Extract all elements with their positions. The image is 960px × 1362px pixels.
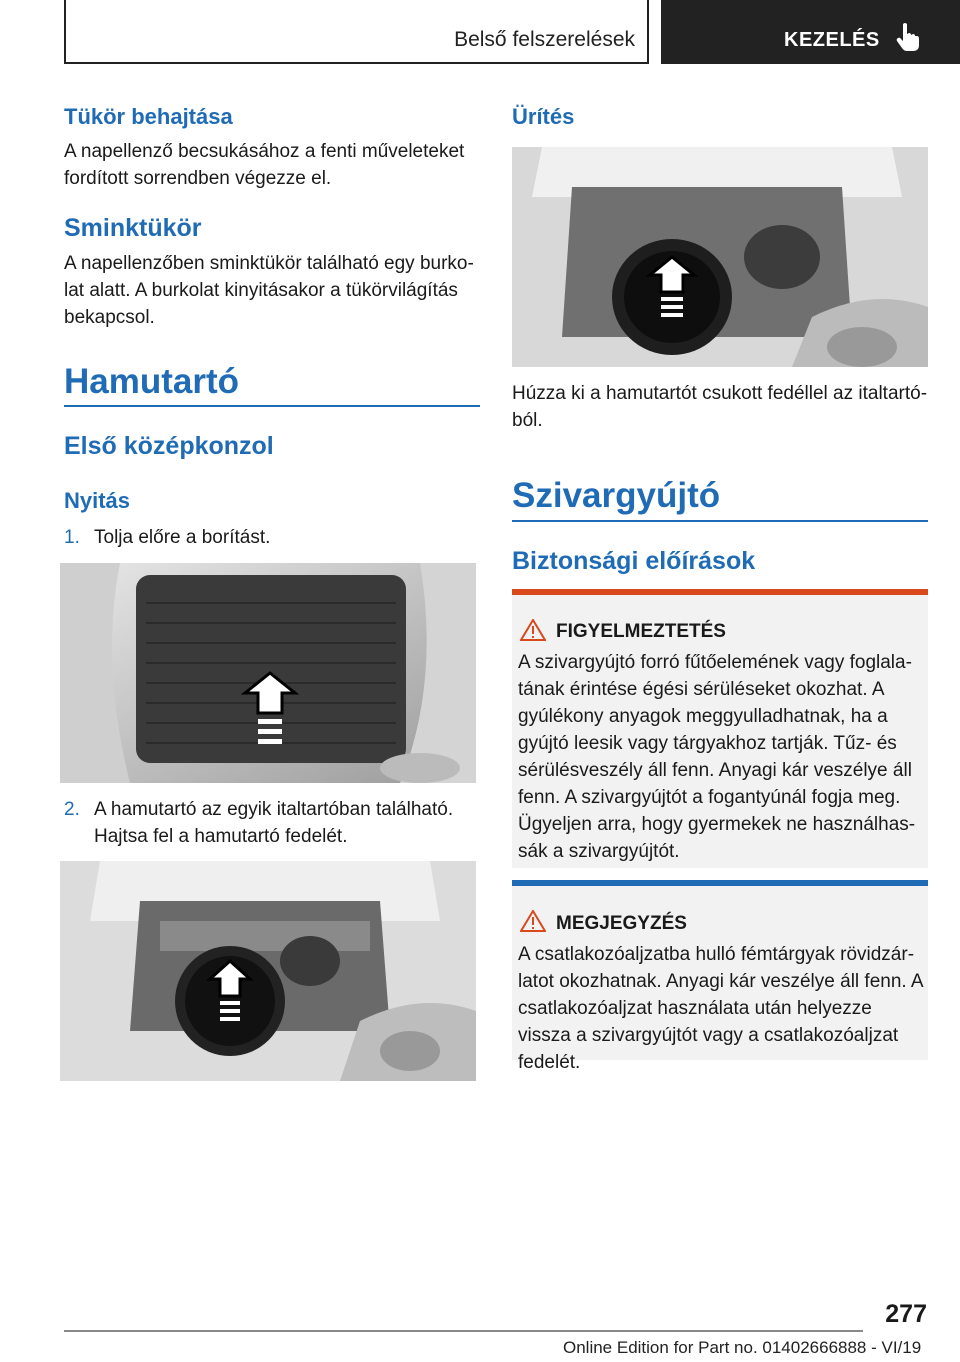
step-2-text: A hamutartó az egyik italtartóban található. Hajtsa fel a hamutartó fedelét. [94, 799, 454, 847]
hand-pointer-icon [895, 22, 921, 52]
heading-safety: Biztonsági előírások [512, 547, 756, 575]
step-2-number: 2. [64, 799, 80, 820]
heading-front-console: Első középkonzol [64, 432, 274, 460]
step-2 [64, 796, 480, 850]
header-chapter-tab [661, 0, 960, 64]
page-number: 277 [885, 1300, 927, 1328]
divider-rule [512, 520, 928, 522]
note-box [512, 880, 928, 1073]
header-section-title: Belső felszerelések [454, 28, 635, 51]
divider-rule [64, 405, 480, 407]
step-1 [64, 524, 480, 551]
heading-cigarette-lighter: Szivargyújtó [512, 476, 721, 515]
heading-vanity-mirror: Sminktükör [64, 214, 202, 242]
warning-triangle-icon [520, 910, 546, 932]
paragraph-emptying: Húzza ki a hamutartót csukott fedéllel az italtartóból. [512, 383, 928, 431]
heading-opening: Nyitás [64, 488, 131, 513]
step-1-text: Tolja előre a borítást. [94, 527, 271, 548]
ashtray-removal-photo [512, 147, 928, 367]
step-1-number: 1. [64, 527, 80, 548]
warning-title: FIGYELMEZTETÉS [556, 621, 726, 642]
warning-triangle-icon [520, 619, 546, 641]
edition-text: Online Edition for Part no. 01402666888 - VI/19 [563, 1338, 922, 1357]
heading-mirror-fold: Tükör behajtása [64, 104, 233, 129]
heading-emptying: Ürítés [512, 104, 575, 129]
header-chapter-title: KEZELÉS [784, 29, 880, 51]
heading-ashtray: Hamutartó [64, 362, 240, 401]
warning-box [512, 589, 928, 868]
note-text: A csatlakozóaljzatba hulló fémtárgyak rövidzárlatot okozhatnak. Anyagi kár veszélye áll fenn. A csatlakozóaljzat használata után helyezze vissza a szivargyújtót vagy a csatlakozóaljzat fedelét. [518, 944, 923, 1073]
paragraph-vanity-mirror: A napellenzőben sminktükör található egy burkolat alatt. A burkolat kinyitásakor a tükörvilágítás bekapcsol. [64, 253, 474, 328]
ashtray-cupholder-photo [60, 861, 476, 1081]
warning-text: A szivargyújtó forró fűtőelemének vagy foglalatának érintése égési sérüléseket okozhat. A gyúlékony anyagok meggyulladhatnak, ha a gyújtó leesik vagy tárgyakhoz tartják. Tűz- és sérülésveszély áll fenn. Anyagi kár veszélye áll fenn. A szivargyújtót a fogantyúnál fogja meg. Ügyeljen arra, hogy gyermekek ne használhassák a szivargyújtót. [518, 652, 916, 862]
header-section-tab [64, 0, 649, 64]
note-title: MEGJEGYZÉS [556, 913, 687, 934]
console-cover-photo [60, 563, 476, 783]
paragraph-mirror-fold: A napellenző becsukásához a fenti műveleteket fordított sorrendben végezze el. [64, 141, 465, 189]
footer-rule [64, 1330, 863, 1332]
